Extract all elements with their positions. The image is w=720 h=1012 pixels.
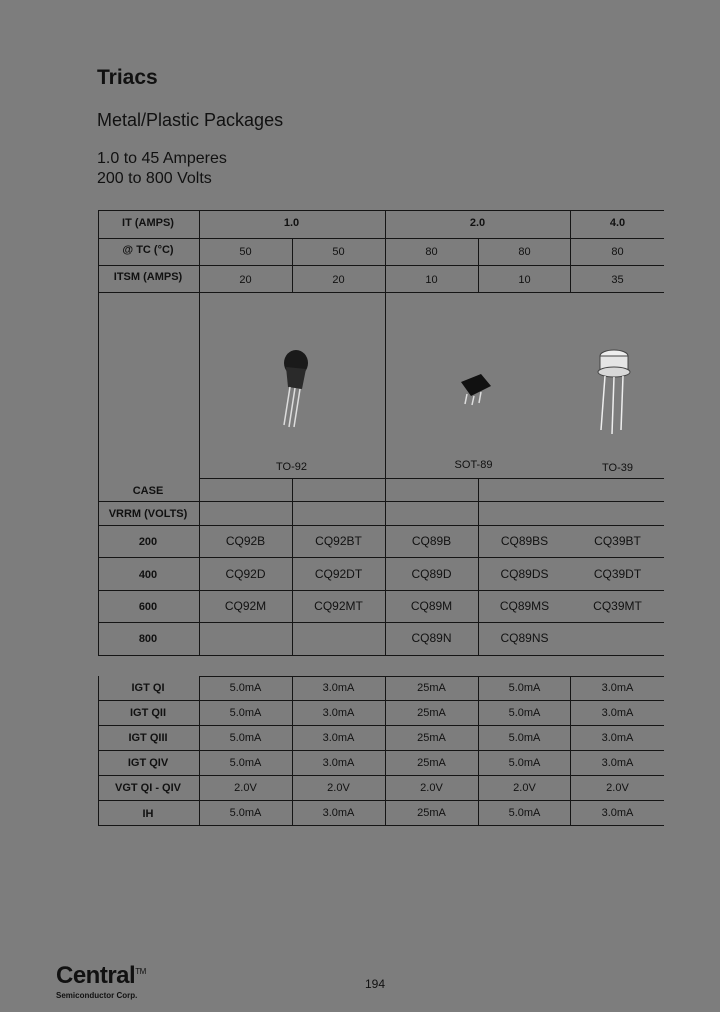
part-number: CQ39MT (593, 599, 642, 613)
table-rule (98, 800, 664, 801)
table-rule (98, 292, 664, 293)
part-number: CQ92B (225, 534, 266, 548)
param-value: 3.0mA (601, 682, 634, 694)
part-number: CQ92MT (314, 599, 363, 613)
table-rule (98, 700, 664, 701)
volts-label: 800 (138, 633, 158, 645)
param-value: 5.0mA (229, 707, 262, 719)
param-label: IGT QI (131, 682, 165, 694)
it-value: 4.0 (609, 217, 626, 229)
table-rule (98, 265, 664, 266)
param-label: IGT QIII (128, 732, 168, 744)
param-value: 3.0mA (322, 732, 355, 744)
itsm-value: 10 (518, 274, 531, 286)
table-rule (98, 590, 664, 591)
table-rule (98, 676, 99, 826)
to92-package-icon (276, 345, 316, 430)
volts-label: 200 (138, 536, 158, 548)
part-number: CQ92M (224, 599, 267, 613)
param-value: 5.0mA (508, 707, 541, 719)
to39-package-icon (591, 346, 637, 436)
part-number: CQ92DT (314, 567, 363, 581)
param-value: 3.0mA (601, 807, 634, 819)
param-value: 3.0mA (601, 732, 634, 744)
page-title: Triacs (97, 66, 158, 89)
param-label: VGT QI - QIV (114, 782, 181, 794)
part-number: CQ39BT (594, 534, 641, 548)
tc-label: @ TC (°C) (122, 244, 174, 256)
param-value: 5.0mA (229, 807, 262, 819)
company-subtitle: Semiconductor Corp. (56, 991, 138, 1000)
param-value: 3.0mA (322, 807, 355, 819)
sot89-package-icon (455, 370, 495, 406)
param-value: 3.0mA (322, 707, 355, 719)
table-rule (385, 676, 386, 826)
param-value: 5.0mA (508, 757, 541, 769)
part-number: CQ89DS (500, 567, 549, 581)
table-rule (200, 478, 664, 479)
param-value: 5.0mA (229, 732, 262, 744)
itsm-label: ITSM (AMPS) (113, 271, 183, 283)
tc-value: 80 (611, 246, 624, 258)
part-number: CQ92BT (315, 534, 362, 548)
volts-label: 400 (138, 569, 158, 581)
current-range: 1.0 to 45 Amperes (97, 150, 227, 167)
param-value: 2.0V (606, 782, 629, 794)
page-number: 194 (364, 977, 386, 991)
part-number: CQ89D (411, 567, 452, 581)
param-value: 2.0V (513, 782, 536, 794)
param-value: 2.0V (420, 782, 443, 794)
part-number: CQ39DT (593, 567, 642, 581)
table-rule (98, 210, 664, 211)
param-value: 25mA (417, 707, 446, 719)
param-value: 25mA (417, 757, 446, 769)
part-number: CQ89BS (500, 534, 549, 548)
case-name: TO-39 (602, 462, 633, 474)
volts-label: 600 (138, 601, 158, 613)
table-rule (98, 825, 664, 826)
table-rule (98, 557, 664, 558)
page-subtitle: Metal/Plastic Packages (97, 110, 284, 130)
tc-value: 50 (332, 246, 345, 258)
table-rule (98, 622, 664, 623)
param-value: 2.0V (234, 782, 257, 794)
company-logo (56, 962, 146, 990)
table-rule (200, 676, 664, 677)
itsm-value: 35 (611, 274, 624, 286)
part-number: CQ89M (410, 599, 453, 613)
param-value: 25mA (417, 732, 446, 744)
param-value: 3.0mA (601, 757, 634, 769)
table-rule (199, 676, 200, 826)
part-number: CQ92D (225, 567, 266, 581)
trademark: TM (135, 967, 146, 976)
tc-value: 50 (239, 246, 252, 258)
tc-value: 80 (425, 246, 438, 258)
part-number: CQ89B (411, 534, 452, 548)
table-rule (98, 725, 664, 726)
case-name: SOT-89 (454, 459, 493, 471)
param-value: 5.0mA (229, 682, 262, 694)
part-number: CQ89N (411, 631, 452, 645)
param-value: 5.0mA (229, 757, 262, 769)
param-value: 3.0mA (322, 757, 355, 769)
param-value: 5.0mA (508, 732, 541, 744)
param-value: 2.0V (327, 782, 350, 794)
param-value: 25mA (417, 807, 446, 819)
vrrm-label: VRRM (VOLTS) (108, 508, 188, 520)
param-value: 25mA (417, 682, 446, 694)
table-rule (292, 676, 293, 826)
it-label: IT (AMPS) (122, 217, 174, 229)
company-name: Central (56, 962, 136, 989)
table-rule (98, 501, 664, 502)
case-label: CASE (132, 485, 164, 497)
case-name: TO-92 (276, 461, 307, 473)
param-label: IH (142, 808, 154, 820)
table-rule (98, 750, 664, 751)
param-value: 3.0mA (322, 682, 355, 694)
part-number: CQ89MS (499, 599, 550, 613)
param-label: IGT QIV (127, 757, 169, 769)
table-rule (98, 525, 664, 526)
table-rule (570, 676, 571, 826)
part-number: CQ89NS (500, 631, 549, 645)
itsm-value: 20 (332, 274, 345, 286)
table-rule (478, 676, 479, 826)
tc-value: 80 (518, 246, 531, 258)
it-value: 2.0 (469, 217, 486, 229)
voltage-range: 200 to 800 Volts (97, 170, 212, 187)
param-value: 5.0mA (508, 682, 541, 694)
table-rule (98, 238, 664, 239)
param-value: 5.0mA (508, 807, 541, 819)
table-rule (98, 655, 664, 656)
param-value: 3.0mA (601, 707, 634, 719)
itsm-value: 20 (239, 274, 252, 286)
it-value: 1.0 (283, 217, 300, 229)
table-rule (98, 775, 664, 776)
param-label: IGT QII (129, 707, 167, 719)
itsm-value: 10 (425, 274, 438, 286)
